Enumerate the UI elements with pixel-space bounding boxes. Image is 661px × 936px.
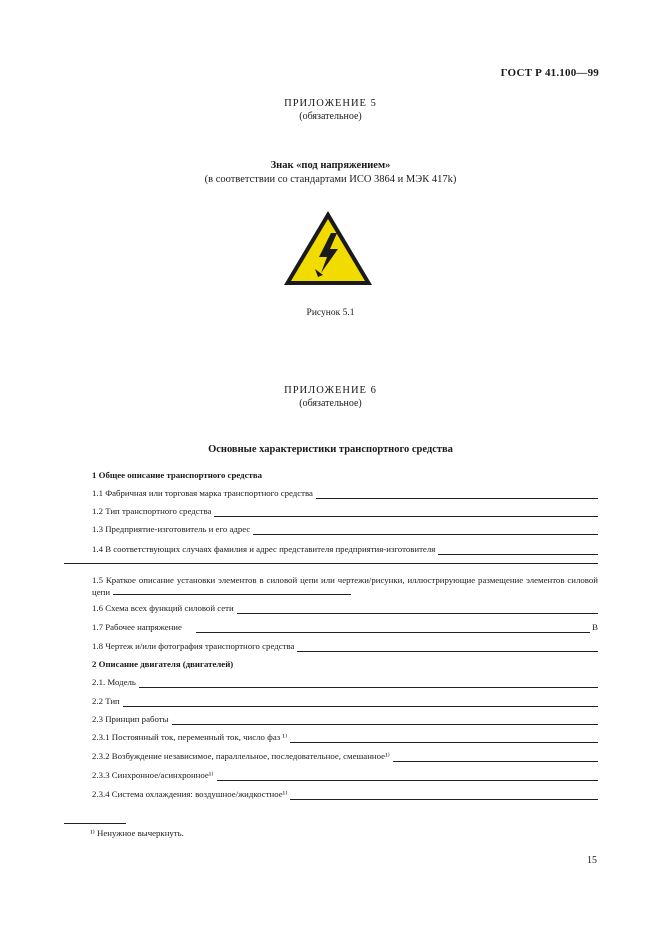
- appendix-5-title: ПРИЛОЖЕНИЕ 5: [284, 98, 377, 109]
- form-field-1-6: 1.6 Схема всех функций силовой сети: [92, 603, 598, 614]
- figure-subtitle: (в соответствии со стандартами ИСО 3864 и МЭК 417k): [204, 174, 457, 185]
- form-field-2-2: 2.2 Тип: [92, 696, 598, 707]
- form-field-1-1: 1.1 Фабричная или торговая марка транспортного средства: [92, 488, 598, 499]
- form-heading-2: 2 Описание двигателя (двигателей): [92, 659, 234, 669]
- standard-number: ГОСТ Р 41.100—99: [500, 67, 599, 79]
- form-field-1-4-continuation: [64, 563, 598, 564]
- figure-title: Знак «под напряжением»: [270, 160, 391, 171]
- form-field-2-1: 2.1. Модель: [92, 677, 598, 688]
- form-field-1-7: 1.7 Рабочее напряжение В: [92, 622, 598, 632]
- form-field-1-4: 1.4 В соответствующих случаях фамилия и адрес представителя предприятия-изготовителя: [92, 544, 598, 555]
- high-voltage-warning-icon: [282, 209, 374, 292]
- voltage-unit: В: [592, 622, 598, 632]
- footnote-rule: [64, 823, 126, 824]
- form-field-1-8: 1.8 Чертеж и/или фотография транспортного средства: [92, 641, 598, 652]
- appendix-6-title: ПРИЛОЖЕНИЕ 6: [284, 385, 377, 396]
- form-field-2-3-1: 2.3.1 Постоянный ток, переменный ток, число фаз ¹⁾: [92, 732, 598, 743]
- form-field-2-3-4: 2.3.4 Система охлаждения: воздушное/жидкостное¹⁾: [92, 789, 598, 800]
- page-number: 15: [587, 855, 597, 866]
- footnote: ¹⁾ Ненужное вычеркнуть.: [90, 828, 184, 838]
- figure-caption: Рисунок 5.1: [306, 308, 355, 318]
- form-field-1-3: 1.3 Предприятие-изготовитель и его адрес: [92, 524, 598, 535]
- form-field-1-5: 1.5 Краткое описание установки элементов в силовой цепи или чертежи/рисунки, иллюстрирующие размещение элементов силовой цепи: [92, 575, 598, 597]
- form-field-2-3-3: 2.3.3 Синхронное/асинхронное¹⁾: [92, 770, 598, 781]
- appendix-6-subtitle: (обязательное): [299, 398, 362, 409]
- section-title: Основные характеристики транспортного средства: [208, 444, 453, 455]
- form-field-2-3-2: 2.3.2 Возбуждение независимое, параллельное, последовательное, смешанное¹⁾: [92, 751, 598, 762]
- form-field-1-2: 1.2 Тип транспортного средства: [92, 506, 598, 517]
- form-heading-1: 1 Общее описание транспортного средства: [92, 470, 262, 480]
- form-field-2-3: 2.3 Принцип работы: [92, 714, 598, 725]
- appendix-5-subtitle: (обязательное): [299, 111, 362, 122]
